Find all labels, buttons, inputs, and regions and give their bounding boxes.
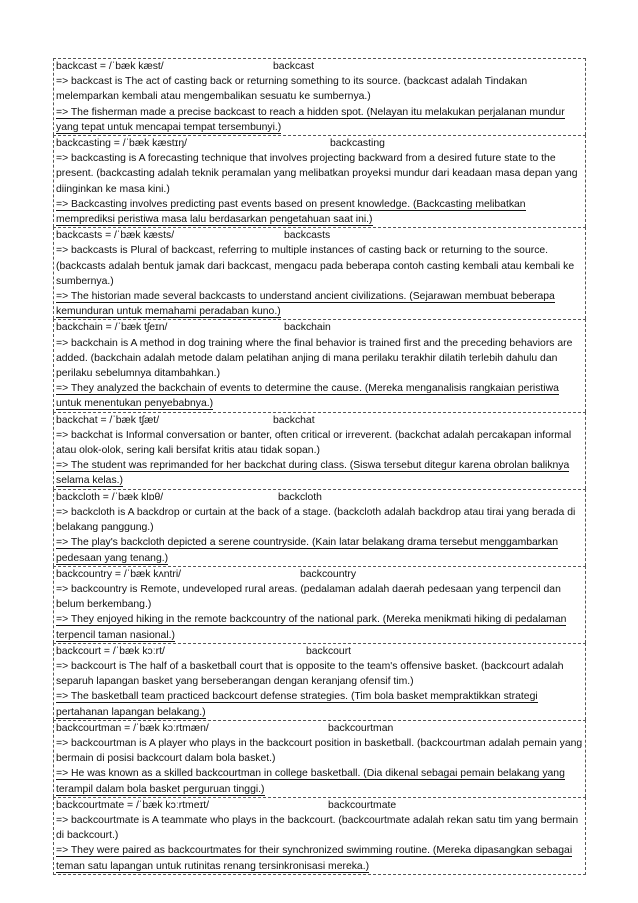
headword: backcasts (284, 230, 331, 242)
entry-backcourtmate (53, 797, 586, 875)
example (56, 105, 583, 135)
example-text: => They were paired as backcourtmates for their synchronized swimming routine. (Mereka dipasangkan sebagai teman satu lapangan untuk rutinitas renang tersinkronisasi mereka.) (56, 845, 573, 872)
entry-backcasts (53, 227, 586, 319)
example-text: => The fisherman made a precise backcast to reach a hidden spot. (Nelayan itu melakukan perjalanan mundur yang tepat untuk mencapai tempat tersembunyi.) (56, 106, 565, 133)
example (56, 289, 583, 319)
entry-backcloth (53, 489, 586, 566)
entry-backcountry (53, 566, 586, 643)
definition: => backcasting is A forecasting technique that involves projecting backward from a desired future state to the present. (backcasting adalah teknik peramalan yang melibatkan proyeksi mundur dari keadaan masa depan yang diinginkan ke masa kini.) (56, 153, 578, 195)
pronunciation: backcourtman = /ˈbæk kɔːrtmæn/ (56, 722, 209, 734)
headword: backcast (273, 61, 315, 72)
definition: => backcasts is Plural of backcast, referring to multiple instances of casting back or returning to the source. (backcasts adalah bentuk jamak dari backcast, mengacu pada beberapa contoh casting kembali atau kembali ke sumbernya.) (56, 245, 575, 287)
pronunciation: backcasting = /ˈbæk kæstɪŋ/ (56, 138, 188, 150)
example (56, 535, 583, 565)
entry-backcast (53, 58, 586, 135)
entry-backchat (53, 412, 586, 489)
headword: backcourtmate (328, 799, 397, 811)
entry-head (56, 721, 583, 736)
entry-backcasting (53, 135, 586, 227)
headword: backcloth (278, 491, 322, 503)
example-text: => The basketball team practiced backcourt defense strategies. (Tim bola basket mempraktikkan strategi pertahanan lapangan belakang.) (56, 691, 538, 718)
example (56, 766, 583, 796)
pronunciation: backcloth = /ˈbæk klɒθ/ (56, 491, 164, 503)
example (56, 381, 583, 411)
pronunciation: backcountry = /ˈbæk kʌntri/ (56, 568, 182, 580)
example-text: => The student was reprimanded for her backchat during class. (Siswa tersebut ditegur karena obrolan baliknya selama kelas.) (56, 460, 570, 487)
pronunciation: backcourt = /ˈbæk kɔːrt/ (56, 645, 165, 657)
definition: => backcourtman is A player who plays in the backcourt position in basketball. (backcourtman adalah pemain yang bermain di posisi backcourt dalam bola basket.) (56, 737, 583, 765)
example (56, 458, 583, 488)
example (56, 197, 583, 227)
headword: backchat (273, 414, 315, 426)
headword: backchain (284, 322, 331, 334)
example (56, 843, 583, 873)
definition: => backcourtmate is A teammate who plays in the backcourt. (backcourtmate adalah rekan satu tim yang bermain di backcourt.) (56, 814, 579, 842)
entry-head (56, 228, 583, 243)
example (56, 689, 583, 719)
entry-head (56, 490, 583, 505)
entry-head (56, 644, 583, 659)
example-text: => He was known as a skilled backcourtman in college basketball. (Dia dikenal sebagai pemain belakang yang terampil dalam bola basket perguruan tinggi.) (56, 768, 565, 795)
pronunciation: backcasts = /ˈbæk kæsts/ (56, 230, 175, 242)
entry-backchain (53, 319, 586, 411)
entry-head (56, 798, 583, 813)
example (56, 612, 583, 642)
pronunciation: backcast = /ˈbæk kæst/ (56, 61, 164, 72)
entry-backcourtman (53, 720, 586, 797)
entry-head (56, 320, 583, 335)
headword: backcountry (300, 568, 357, 580)
example-text: => They enjoyed hiking in the remote backcountry of the national park. (Mereka menikmati hiking di pedalaman terpencil taman nasional.) (56, 614, 567, 641)
entry-head (56, 136, 583, 151)
example-text: => The play's backcloth depicted a serene countryside. (Kain latar belakang drama tersebut menggambarkan pedesaan yang tenang.) (56, 537, 558, 564)
definition: => backcourt is The half of a basketball court that is opposite to the team's offensive basket. (backcourt adalah separuh lapangan basket yang berseberangan dengan keranjang ofensif tim.) (56, 660, 564, 688)
pronunciation: backcourtmate = /ˈbæk kɔːrtmeɪt/ (56, 799, 209, 811)
entry-head (56, 567, 583, 582)
headword: backcourt (306, 645, 352, 657)
example-text: => They analyzed the backchain of events to determine the cause. (Mereka menganalisis rangkaian peristiwa untuk menentukan penyebabnya.) (56, 383, 559, 410)
definition: => backcast is The act of casting back or returning something to its source. (backcast adalah Tindakan melemparkan kembali atau mengembalikan sesuatu ke sumbernya.) (56, 76, 528, 103)
entry-head (56, 413, 583, 428)
definition: => backcountry is Remote, undeveloped rural areas. (pedalaman adalah daerah pedesaan yang terpencil dan belum berkembang.) (56, 583, 561, 611)
pronunciation: backchat = /ˈbæk tʃæt/ (56, 414, 160, 426)
example-text: => The historian made several backcasts to understand ancient civilizations. (Sejarawan membuat beberapa kemunduran untuk memahami peradaban kuno.) (56, 291, 555, 318)
example-text: => Backcasting involves predicting past events based on present knowledge. (Backcasting melibatkan memprediksi peristiwa masa lalu berdasarkan pengetahuan saat ini.) (56, 198, 526, 226)
definition: => backchat is Informal conversation or banter, often critical or irreverent. (backchat adalah percakapan informal atau olok-olok, sering kali bersifat kritis atau tidak sopan.) (56, 429, 572, 457)
definition: => backcloth is A backdrop or curtain at the back of a stage. (backcloth adalah backdrop atau tirai yang berada di belakang panggung.) (56, 506, 576, 534)
entry-backcourt (53, 643, 586, 720)
headword: backcourtman (328, 722, 394, 734)
headword: backcasting (330, 138, 385, 150)
dictionary-page (53, 58, 586, 875)
pronunciation: backchain = /ˈbæk tʃeɪn/ (56, 322, 168, 334)
definition: => backchain is A method in dog training where the final behavior is trained first and the preceding behaviors are added. (backchain adalah metode dalam pelatihan anjing di mana perilaku terakhir dilatih terlebih dahulu dan perilaku sebelumnya ditambahkan.) (56, 337, 573, 380)
entry-head (56, 59, 583, 74)
